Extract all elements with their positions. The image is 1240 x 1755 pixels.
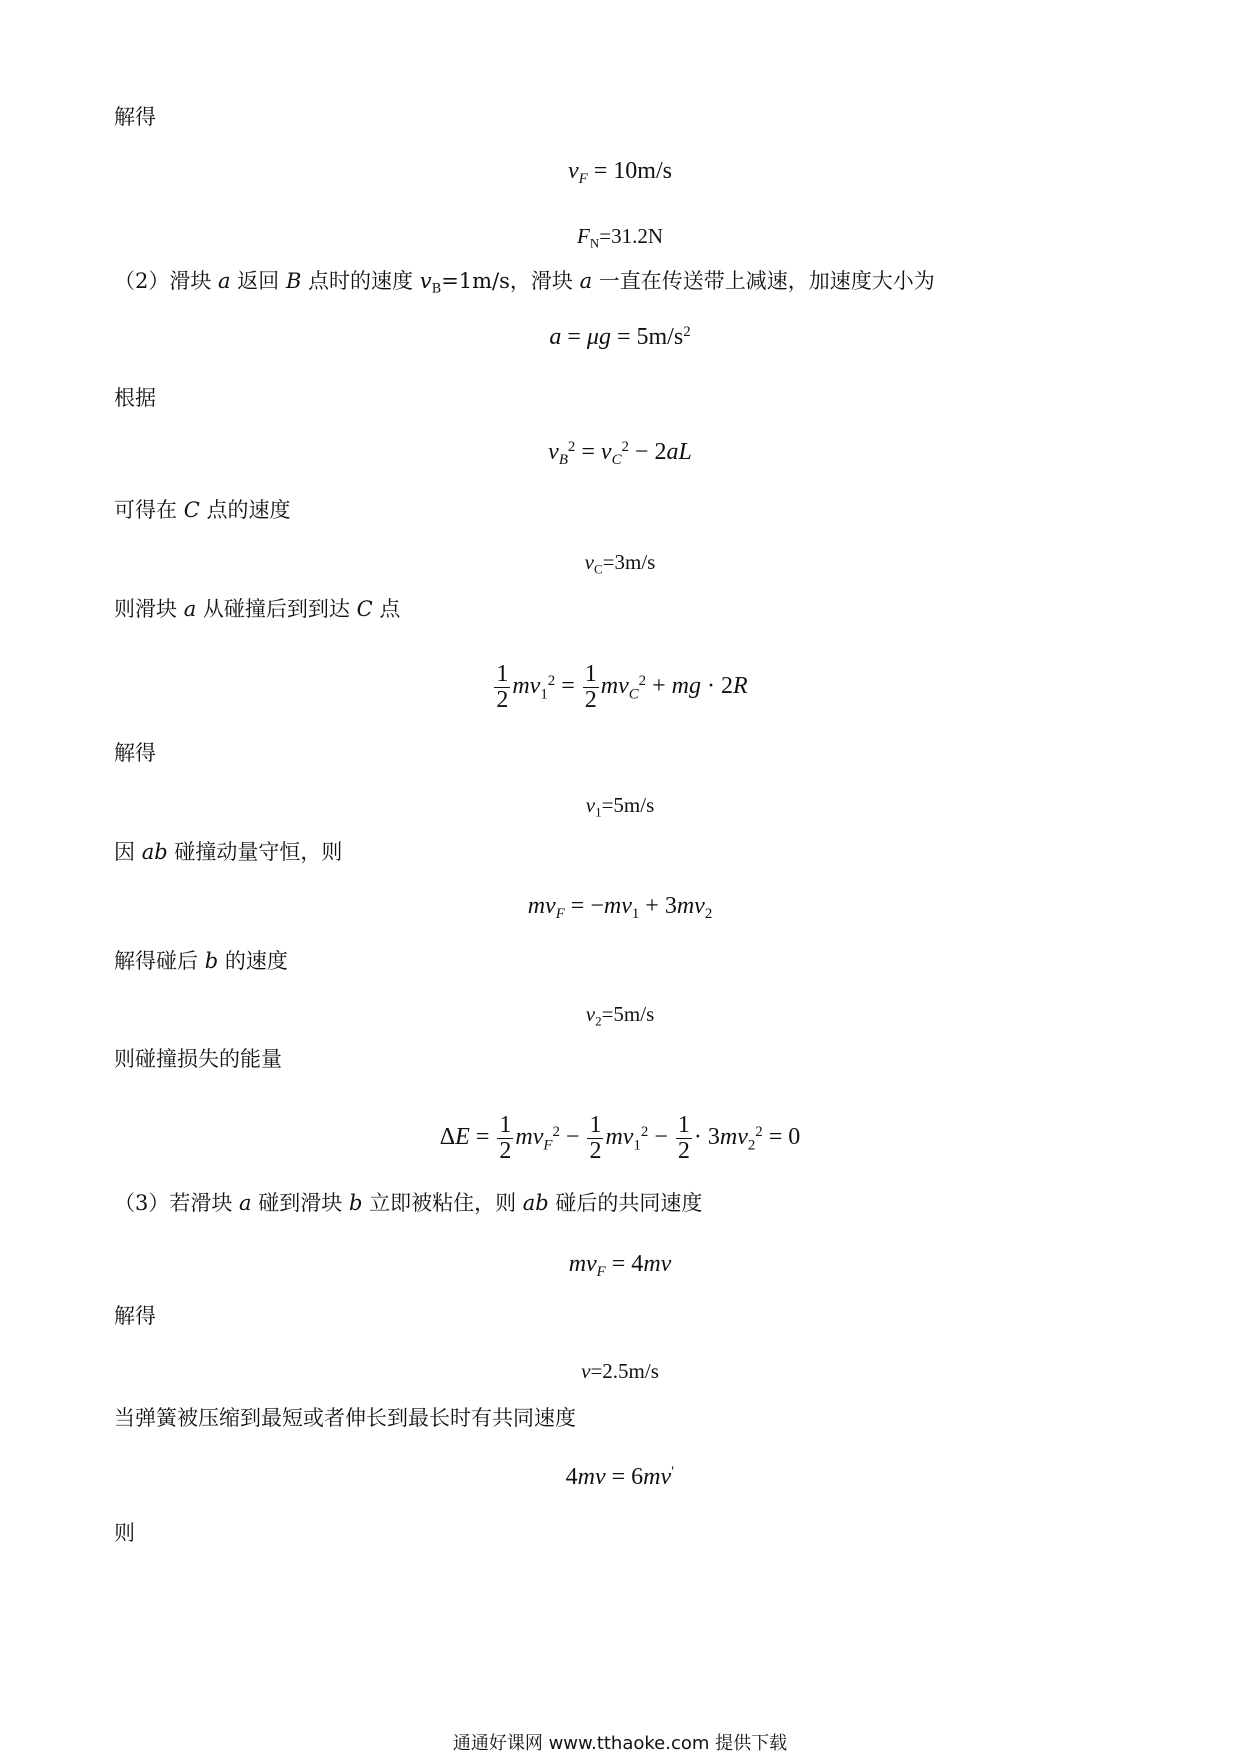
text-line: 可得在 C 点的速度 xyxy=(114,498,291,522)
equation-kinematics: $v_B^2 = v_C^2 - 2aL$ xyxy=(548,438,692,469)
equation-acceleration: $a = \mu g = 5m/s^2$ xyxy=(549,323,691,350)
equation-v: v=2.5m/s xyxy=(581,1359,659,1383)
equation-energy-loss: ΔE = $\frac{1}{2}$ $mv_F^2$ − $\frac{1}{2}$ $mv_1^2$ − $\frac{1}{2}$ · $3mv_2^2 = 0$ xyxy=(439,1112,801,1165)
equation-common-velocity: $mv_F = 4mv$ xyxy=(568,1251,672,1281)
page-footer: 通通好课网 www.tthaoke.com 提供下载 xyxy=(452,1733,788,1754)
fraction: $\frac{1}{2}$ xyxy=(677,1112,690,1165)
text-line: 则滑块 a 从碰撞后到到达 C 点 xyxy=(114,597,401,621)
equation-energy-conservation: $\frac{1}{2}$ $mv_1^2$ = $\frac{1}{2}$ $mv_C^2$ + mg · 2R xyxy=(496,661,748,714)
text-line: 根据 xyxy=(114,386,156,410)
equation-v2: $v_2=5m/s$ xyxy=(585,1002,655,1029)
fraction: $\frac{1}{2}$ xyxy=(496,661,509,714)
fraction: $\frac{1}{2}$ xyxy=(499,1112,512,1165)
text-line: 当弹簧被压缩到最短或者伸长到最长时有共同速度 xyxy=(114,1406,576,1430)
equation-vf: $v_F = 10m/s$ xyxy=(568,158,672,188)
text-line: 解得碰后 b 的速度 xyxy=(114,949,288,973)
fraction: $\frac{1}{2}$ xyxy=(589,1112,602,1165)
text-line: 解得 xyxy=(114,1304,156,1328)
text-line: （2）滑块 a 返回 B 点时的速度 $v_B=1m/s$，滑块 a 一直在传送带上减速，加速度大小为 xyxy=(114,269,935,297)
text-line: 则 xyxy=(114,1521,135,1545)
text-line: 则碰撞损失的能量 xyxy=(114,1047,282,1071)
fraction: $\frac{1}{2}$ xyxy=(584,661,597,714)
text-line: （3）若滑块 a 碰到滑块 b 立即被粘住，则 ab 碰后的共同速度 xyxy=(114,1191,703,1215)
text-line: 因 ab 碰撞动量守恒，则 xyxy=(114,840,343,864)
equation-spring: 4mv = 6mv′ xyxy=(565,1463,675,1490)
equation-momentum: $mv_F = -mv_1 + 3mv_2$ xyxy=(527,893,713,923)
text-line: 解得 xyxy=(114,741,156,765)
equation-v1: $v_1=5m/s$ xyxy=(585,793,655,820)
equation-fn: $F_N=31.2N$ xyxy=(577,224,663,251)
equation-vc: $v_C=3m/s$ xyxy=(584,550,656,577)
text-line: 解得 xyxy=(114,105,156,129)
